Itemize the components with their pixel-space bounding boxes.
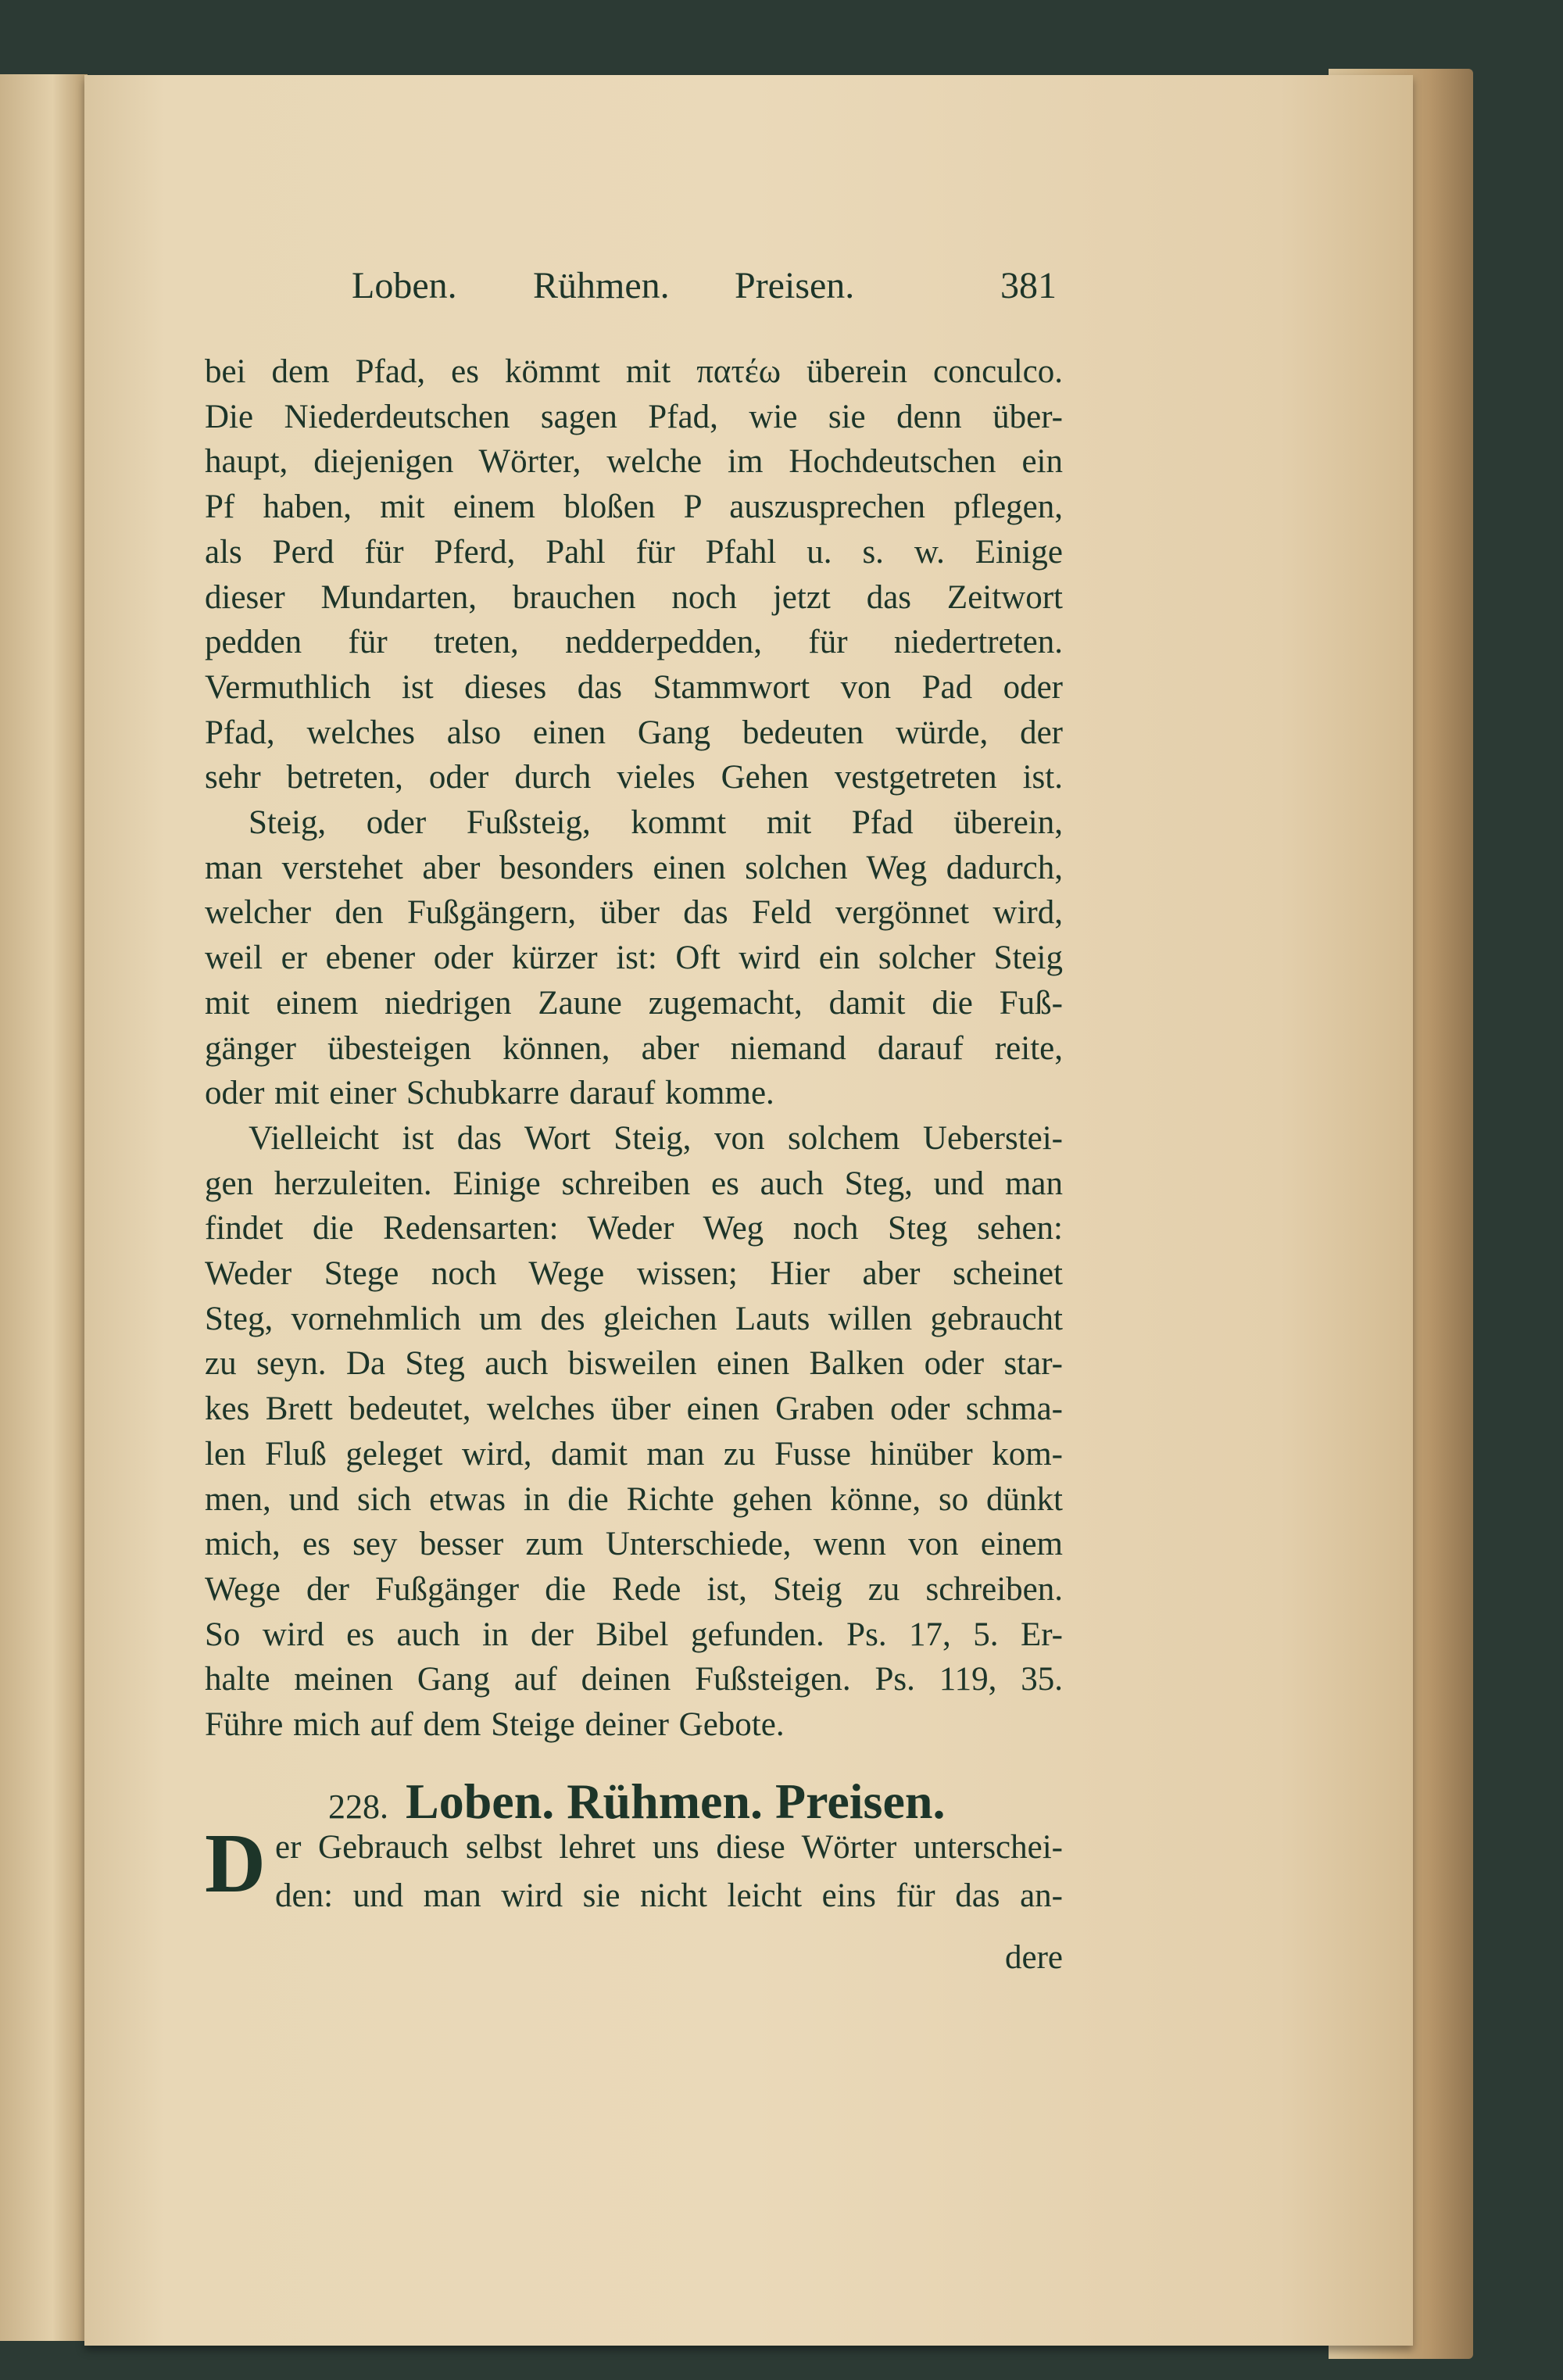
facing-page-edge (0, 74, 88, 2341)
text-line: haupt, diejenigen Wörter, welche im Hochdeutschen ein (205, 443, 1063, 481)
text-line: Pfad, welches also einen Gang bedeuten würde, der (205, 714, 1063, 751)
section-number: 228. (328, 1788, 388, 1826)
text-line: Führe mich auf dem Steige deiner Gebote. (205, 1706, 785, 1743)
section-title: Loben. Rühmen. Preisen. (406, 1773, 946, 1829)
text-line: pedden für treten, nedderpedden, für niedertreten. (205, 624, 1063, 661)
text-line: kes Brett bedeutet, welches über einen Graben oder schma- (205, 1390, 1063, 1428)
text-line: So wird es auch in der Bibel gefunden. Ps. 17, 5. Er- (205, 1616, 1063, 1653)
running-head-word: Loben. (352, 265, 457, 306)
text-line: len Fluß geleget wird, damit man zu Fusse hinüber kom- (205, 1435, 1063, 1473)
text-line: als Perd für Pferd, Pahl für Pfahl u. s. w. Einige (205, 533, 1063, 571)
text-line: man verstehet aber besonders einen solchen Weg dadurch, (205, 849, 1063, 886)
text-line: oder mit einer Schubkarre darauf komme. (205, 1075, 774, 1112)
text-line: men, und sich etwas in die Richte gehen könne, so dünkt (205, 1480, 1063, 1518)
text-line: Pf haben, mit einem bloßen P auszusprechen pflegen, (205, 489, 1063, 526)
text-line: sehr betreten, oder durch vieles Gehen vestgetreten ist. (205, 759, 1063, 796)
text-line: Wege der Fußgänger die Rede ist, Steig zu schreiben. (205, 1570, 1063, 1608)
text-line: er Gebrauch selbst lehret uns diese Wörter unterschei- (275, 1829, 1063, 1866)
text-line: Die Niederdeutschen sagen Pfad, wie sie denn über- (205, 398, 1063, 435)
text-line: Vielleicht ist das Wort Steig, von solchem Ueberstei- (249, 1119, 1063, 1157)
text-line: gänger übesteigen können, aber niemand darauf reite, (205, 1029, 1063, 1067)
drop-cap: D (205, 1817, 266, 1910)
text-line: findet die Redensarten: Weder Weg noch Steg sehen: (205, 1210, 1063, 1247)
running-head-word: Preisen. (735, 265, 855, 306)
text-line: Steg, vornehmlich um des gleichen Lauts willen gebraucht (205, 1300, 1063, 1337)
text-line: mit einem niedrigen Zaune zugemacht, damit die Fuß- (205, 984, 1063, 1022)
text-line: weil er ebener oder kürzer ist: Oft wird ein solcher Steig (205, 939, 1063, 977)
text-line: halte meinen Gang auf deinen Fußsteigen. Ps. 119, 35. (205, 1661, 1063, 1698)
page-number: 381 (1000, 265, 1057, 306)
text-line: mich, es sey besser zum Unterschiede, wenn von einem (205, 1526, 1063, 1563)
text-line: dieser Mundarten, brauchen noch jetzt das Zeitwort (205, 578, 1063, 616)
running-head (352, 264, 1063, 311)
catchword: dere (1005, 1939, 1063, 1976)
running-head-word: Rühmen. (533, 265, 670, 306)
text-line: zu seyn. Da Steg auch bisweilen einen Balken oder star- (205, 1345, 1063, 1383)
text-line: Steig, oder Fußsteig, kommt mit Pfad überein, (249, 804, 1063, 841)
text-line: gen herzuleiten. Einige schreiben es auch Steg, und man (205, 1165, 1063, 1202)
text-line: Weder Stege noch Wege wissen; Hier aber scheinet (205, 1255, 1063, 1292)
text-line: bei dem Pfad, es kömmt mit πατέω überein conculco. (205, 353, 1063, 390)
text-line: den: und man wird sie nicht leicht eins für das an- (275, 1877, 1063, 1914)
text-line: Vermuthlich ist dieses das Stammwort von Pad oder (205, 668, 1063, 706)
text-line: welcher den Fußgängern, über das Feld vergönnet wird, (205, 894, 1063, 932)
